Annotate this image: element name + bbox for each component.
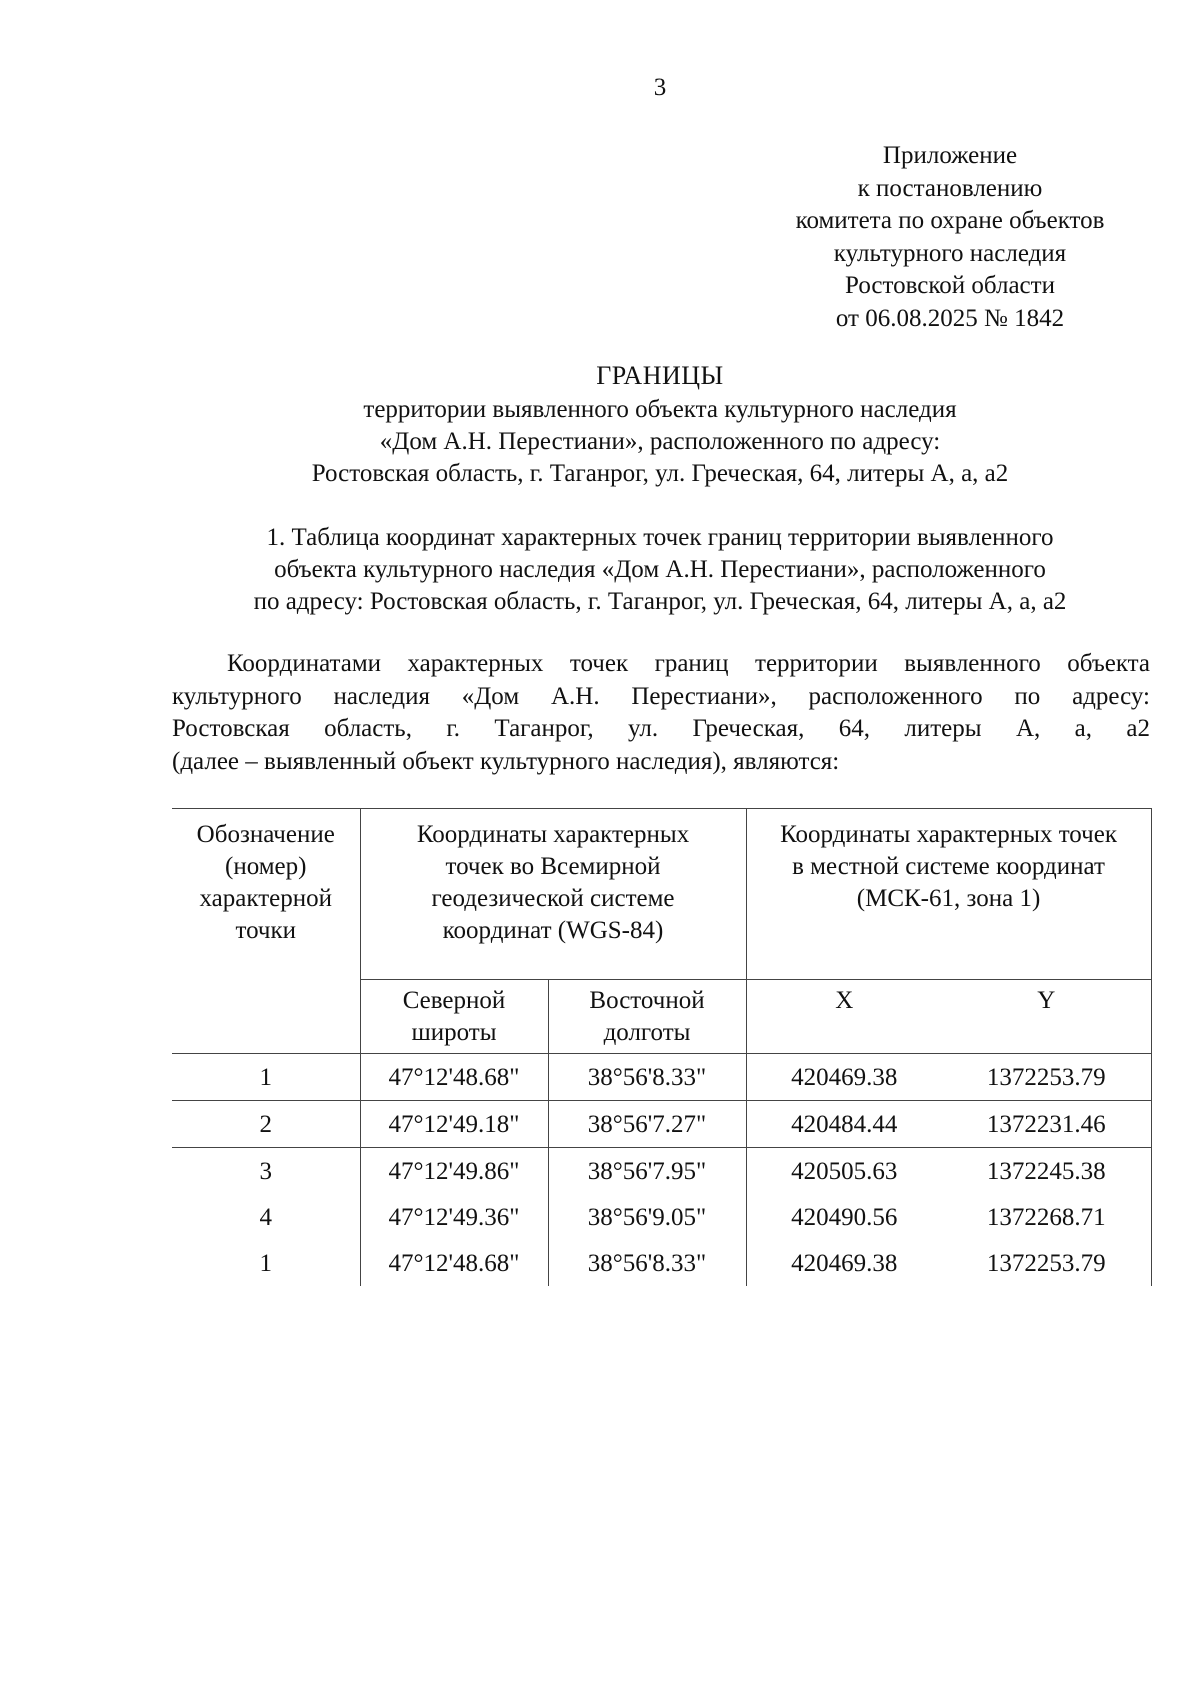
table-row (172, 1194, 1151, 1240)
cell-point-number: 1 (172, 1054, 360, 1101)
cell-y: 1372253.79 (942, 1054, 1151, 1101)
cell-latitude: 47°12'49.86" (360, 1148, 548, 1195)
cell-point-number: 4 (172, 1194, 360, 1240)
cell-point-number: 3 (172, 1148, 360, 1195)
header-text: Координаты характерных точек (780, 821, 1117, 848)
cell-latitude: 47°12'49.36" (360, 1194, 548, 1240)
section-title (170, 522, 1150, 618)
title-main: ГРАНИЦЫ (596, 361, 724, 390)
table-row (172, 1148, 1151, 1195)
table-row (172, 1240, 1151, 1286)
header-text: Координаты характерных (416, 821, 690, 848)
coordinates-table (172, 808, 1152, 1286)
header-text: Северной (402, 987, 506, 1014)
table-row (172, 1101, 1151, 1148)
appendix-line: культурного наследия (833, 239, 1067, 267)
header-text: точек во Всемирной (445, 853, 661, 880)
paragraph-line: Ростовская область, г. Таганрог, ул. Греческая, 64, литеры А, а, а2 (172, 715, 1150, 742)
cell-y: 1372268.71 (942, 1194, 1151, 1240)
header-text: Восточной (589, 987, 705, 1014)
cell-x: 420505.63 (746, 1148, 942, 1195)
cell-latitude: 47°12'48.68" (360, 1240, 548, 1286)
cell-point-number: 1 (172, 1240, 360, 1286)
paragraph-line: Координатами характерных точек границ территории выявленного объекта (227, 650, 1150, 677)
title-line: Ростовская область, г. Таганрог, ул. Греческая, 64, литеры А, а, а2 (311, 460, 1009, 487)
header-text: геодезической системе (431, 885, 675, 912)
appendix-line: комитета по охране объектов (795, 207, 1105, 234)
title-line: «Дом А.Н. Перестиани», расположенного по адресу: (379, 428, 941, 455)
appendix-header (740, 140, 1160, 335)
paragraph-line: (далее – выявленный объект культурного наследия), являются: (172, 747, 840, 775)
cell-x: 420490.56 (746, 1194, 942, 1240)
cell-y: 1372245.38 (942, 1148, 1151, 1195)
header-text: долготы (603, 1019, 691, 1046)
cell-longitude: 38°56'8.33" (548, 1054, 746, 1101)
page-number: 3 (653, 74, 667, 101)
appendix-line: Приложение (882, 142, 1018, 169)
header-latitude (360, 980, 548, 1054)
header-text: (МСК-61, зона 1) (856, 885, 1041, 912)
appendix-line: от 06.08.2025 № 1842 (835, 304, 1065, 332)
section-title-line: объекта культурного наследия «Дом А.Н. Перестиани», расположенного (274, 556, 1046, 583)
cell-y: 1372253.79 (942, 1240, 1151, 1286)
header-text: (номер) (225, 853, 307, 880)
cell-x: 420484.44 (746, 1101, 942, 1148)
appendix-line: Ростовской области (845, 272, 1055, 299)
cell-point-number: 2 (172, 1101, 360, 1148)
cell-longitude: 38°56'7.95" (548, 1148, 746, 1195)
cell-longitude: 38°56'8.33" (548, 1240, 746, 1286)
table-header-row (172, 809, 1151, 980)
header-text: характерной (199, 885, 332, 912)
cell-latitude: 47°12'48.68" (360, 1054, 548, 1101)
paragraph-line: культурного наследия «Дом А.Н. Перестиани», расположенного по адресу: (172, 682, 1150, 710)
section-title-line: по адресу: Ростовская область, г. Таганрог, ул. Греческая, 64, литеры А, а, а2 (253, 588, 1067, 615)
header-point-designation (172, 809, 360, 1054)
header-msk61 (746, 809, 1151, 980)
header-x: X (746, 980, 942, 1054)
header-text: точки (235, 917, 297, 944)
cell-latitude: 47°12'49.18" (360, 1101, 548, 1148)
header-longitude (548, 980, 746, 1054)
header-text: широты (411, 1019, 497, 1046)
cell-y: 1372231.46 (942, 1101, 1151, 1148)
appendix-line: к постановлению (857, 174, 1043, 202)
cell-x: 420469.38 (746, 1054, 942, 1101)
body-paragraph (172, 648, 1150, 778)
cell-x: 420469.38 (746, 1240, 942, 1286)
document-title (170, 360, 1150, 490)
section-title-line: 1. Таблица координат характерных точек границ территории выявленного (266, 524, 1054, 551)
cell-longitude: 38°56'9.05" (548, 1194, 746, 1240)
header-text: координат (WGS-84) (442, 917, 664, 944)
table-row (172, 1054, 1151, 1101)
header-y: Y (942, 980, 1151, 1054)
title-line: территории выявленного объекта культурного наследия (363, 396, 957, 423)
header-wgs84 (360, 809, 746, 980)
header-text: Обозначение (196, 821, 335, 848)
cell-longitude: 38°56'7.27" (548, 1101, 746, 1148)
header-text: в местной системе координат (792, 853, 1105, 880)
